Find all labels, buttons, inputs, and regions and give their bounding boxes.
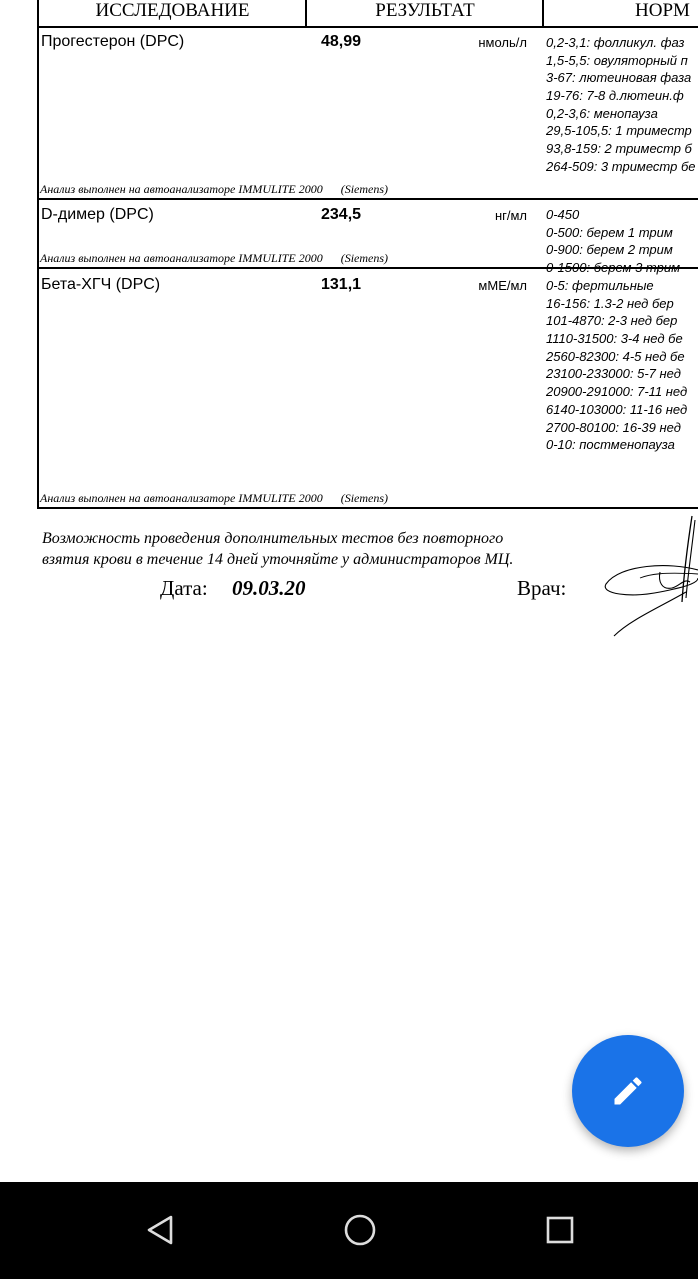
analyzer-text: Анализ выполнен на автоанализаторе IMMULITE 2000 (40, 491, 323, 505)
test-unit: нмоль/л (478, 35, 527, 50)
additional-tests-note (42, 528, 513, 570)
home-button[interactable] (330, 1200, 390, 1260)
pencil-icon (610, 1073, 646, 1109)
test-norms (546, 206, 680, 277)
test-result: 48,99 (321, 33, 362, 50)
note-line: взятия крови в течение 14 дней уточняйте у администраторов МЦ. (42, 551, 514, 568)
home-icon (343, 1213, 377, 1247)
norm-line: 264-509: 3 триместр бе (546, 158, 696, 174)
header-result: РЕЗУЛЬТАТ (375, 0, 475, 21)
header-study: ИССЛЕДОВАНИЕ (95, 0, 250, 21)
test-unit: нг/мл (494, 208, 527, 223)
test-name: Бета-ХГЧ (DPC) (41, 276, 161, 293)
norm-line: 0-10: постменопауза (546, 437, 675, 453)
norm-line: 0,2-3,1: фолликул. фаз (546, 35, 685, 50)
test-result: 131,1 (321, 276, 362, 293)
norm-line: 16-156: 1.3-2 нед бер (546, 295, 674, 311)
recents-button[interactable] (530, 1200, 590, 1260)
doctor-signature (600, 512, 698, 642)
norm-line: 0-500: берем 1 трим (546, 224, 673, 240)
test-name: Прогестерон (DPC) (41, 33, 185, 50)
analyzer-note (40, 182, 388, 197)
norm-line: 101-4870: 2-3 нед бер (546, 313, 678, 329)
norm-line: 0-1500: берем 3 трим (546, 260, 680, 276)
analyzer-note (40, 491, 388, 506)
norm-line: 2700-80100: 16-39 нед (546, 419, 681, 435)
back-button[interactable] (130, 1200, 190, 1260)
analyzer-vendor: (Siemens) (340, 251, 389, 265)
test-unit: мМЕ/мл (478, 278, 527, 293)
date-label: Дата: (160, 576, 208, 600)
norm-line: 0-900: берем 2 трим (546, 242, 673, 258)
note-line: Возможность проведения дополнительных тестов без повторного (42, 530, 504, 547)
test-result: 234,5 (321, 206, 362, 223)
norm-line: 20900-291000: 7-11 нед (546, 384, 688, 400)
edit-button[interactable] (572, 1035, 684, 1147)
date-value: 09.03.20 (232, 576, 306, 600)
header-divider (305, 0, 307, 28)
norm-line: 0-450 (546, 207, 580, 222)
norm-line: 6140-103000: 11-16 нед (546, 401, 688, 417)
norm-line: 0-5: фертильные (546, 278, 654, 293)
norm-line: 2560-82300: 4-5 нед бе (546, 348, 685, 364)
norm-line: 93,8-159: 2 триместр б (546, 141, 692, 157)
analyzer-vendor: (Siemens) (340, 182, 389, 196)
norm-line: 23100-233000: 5-7 нед (546, 366, 681, 382)
analyzer-text: Анализ выполнен на автоанализаторе IMMULITE 2000 (40, 251, 323, 265)
norm-line: 1110-31500: 3-4 нед бе (546, 331, 683, 347)
norm-line: 29,5-105,5: 1 триместр (546, 123, 692, 139)
norm-line: 0,2-3,6: менопауза (546, 105, 658, 121)
norm-line: 3-67: лютеиновая фаза (546, 70, 692, 86)
table-row-divider (37, 26, 698, 28)
analyzer-text: Анализ выполнен на автоанализаторе IMMULITE 2000 (40, 182, 323, 196)
header-divider (542, 0, 544, 28)
norm-line: 1,5-5,5: овуляторный п (546, 52, 688, 68)
back-icon (145, 1214, 175, 1246)
table-left-border (37, 0, 39, 509)
analyzer-vendor: (Siemens) (340, 491, 389, 505)
doctor-label: Врач: (517, 576, 567, 600)
table-row-divider (37, 198, 698, 200)
analyzer-note (40, 251, 388, 266)
table-bottom-border (37, 507, 698, 509)
norm-line: 19-76: 7-8 д.лютеин.ф (546, 88, 684, 104)
test-name: D-димер (DPC) (41, 206, 154, 223)
header-norms: НОРМ (635, 0, 690, 21)
test-norms (546, 277, 687, 454)
recents-icon (545, 1215, 575, 1245)
test-norms (546, 34, 695, 176)
system-navigation-bar (0, 1182, 698, 1279)
